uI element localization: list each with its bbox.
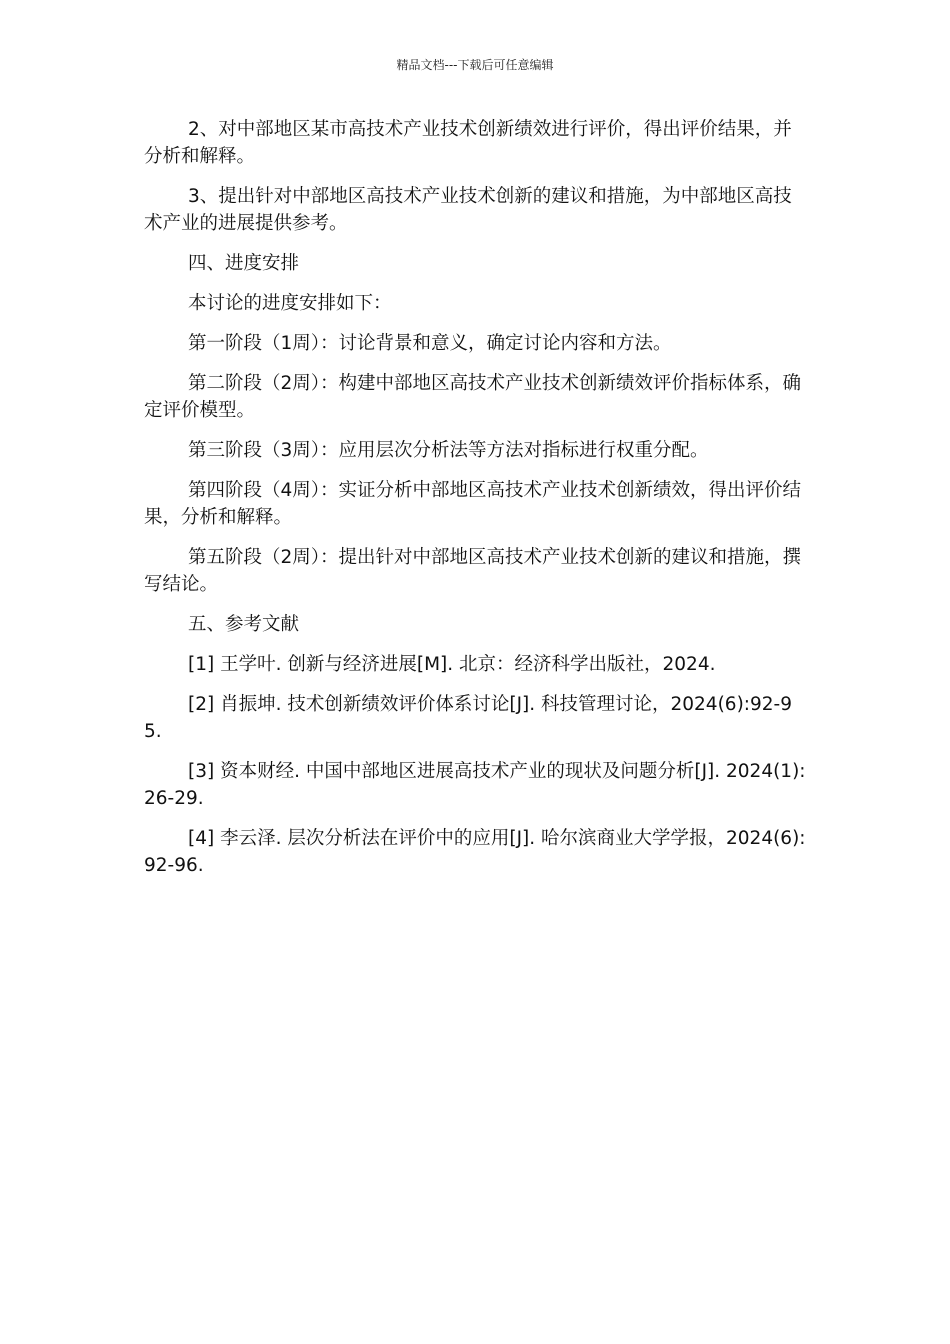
section-heading-references: 五、参考文献 bbox=[188, 614, 300, 635]
objective-item-2: 2、对中部地区某市高技术产业技术创新绩效进行评价，得出评价结果，并分析和解释。 bbox=[144, 119, 792, 167]
reference-4: [4] 李云泽. 层次分析法在评价中的应用[J]. 哈尔滨商业大学学报，2024(6):92-96. bbox=[144, 828, 806, 876]
reference-2: [2] 肖振坤. 技术创新绩效评价体系讨论[J]. 科技管理讨论，2024(6):92-95. bbox=[144, 694, 793, 742]
section-heading-schedule: 四、进度安排 bbox=[188, 253, 300, 274]
page-header: 精品文档---下载后可任意编辑 bbox=[396, 58, 554, 72]
schedule-stage-1: 第一阶段（1周）：讨论背景和意义，确定讨论内容和方法。 bbox=[188, 333, 672, 354]
document-body bbox=[144, 116, 808, 892]
schedule-stage-3: 第三阶段（3周）：应用层次分析法等方法对指标进行权重分配。 bbox=[188, 440, 709, 461]
objective-item-3: 3、提出针对中部地区高技术产业技术创新的建议和措施，为中部地区高技术产业的进展提供参考。 bbox=[144, 186, 792, 234]
schedule-stage-5: 第五阶段（2周）：提出针对中部地区高技术产业技术创新的建议和措施，撰写结论。 bbox=[144, 547, 802, 595]
reference-3: [3] 资本财经. 中国中部地区进展高技术产业的现状及问题分析[J]. 2024(1):26-29. bbox=[144, 761, 806, 809]
reference-1: [1] 王学叶. 创新与经济进展[M]. 北京：经济科学出版社，2024. bbox=[188, 654, 716, 675]
schedule-stage-2: 第二阶段（2周）：构建中部地区高技术产业技术创新绩效评价指标体系，确定评价模型。 bbox=[144, 373, 802, 421]
schedule-intro: 本讨论的进度安排如下： bbox=[188, 293, 392, 314]
schedule-stage-4: 第四阶段（4周）：实证分析中部地区高技术产业技术创新绩效，得出评价结果，分析和解释。 bbox=[144, 480, 802, 528]
